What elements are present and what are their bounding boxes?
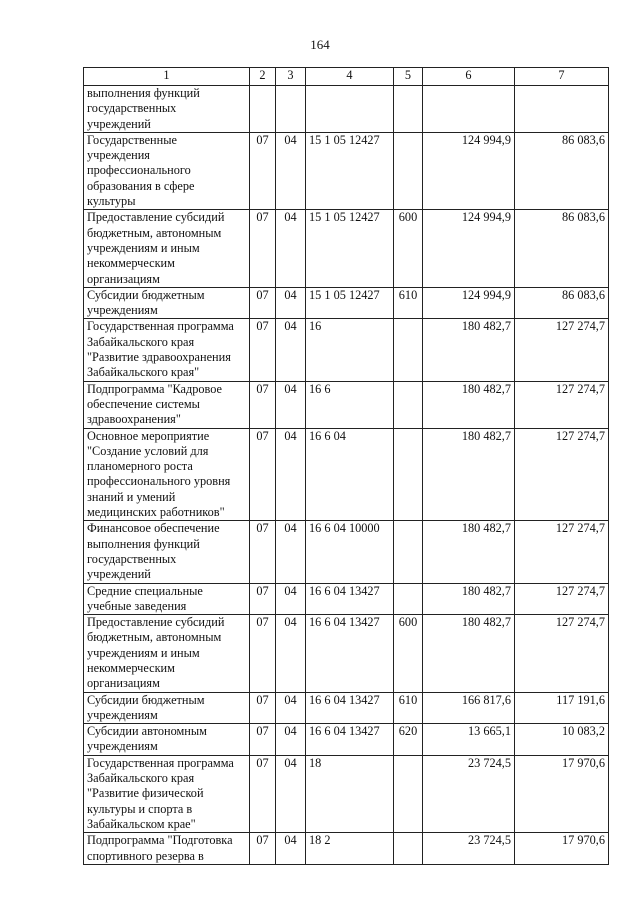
expense-type-cell <box>394 583 423 615</box>
amount-cell: 180 482,7 <box>423 428 515 521</box>
item-name-cell: Государственные учреждения профессионального образования в сфере культуры <box>84 132 250 209</box>
amount-cell: 17 970,6 <box>515 833 609 865</box>
target-article-cell: 18 2 <box>306 833 394 865</box>
subsection-code-cell: 04 <box>276 833 306 865</box>
item-name-cell: Субсидии бюджетным учреждениям <box>84 692 250 724</box>
target-article-cell: 16 <box>306 319 394 381</box>
column-header: 4 <box>306 68 394 86</box>
amount-cell: 180 482,7 <box>423 319 515 381</box>
item-name-cell: Государственная программа Забайкальского края "Развитие здравоохранения Забайкальского края" <box>84 319 250 381</box>
amount-cell: 127 274,7 <box>515 319 609 381</box>
expense-type-cell <box>394 755 423 832</box>
section-code-cell: 07 <box>250 319 276 381</box>
section-code-cell: 07 <box>250 692 276 724</box>
target-article-cell: 16 6 04 10000 <box>306 521 394 583</box>
section-code-cell: 07 <box>250 833 276 865</box>
table-row <box>84 210 609 287</box>
column-header: 2 <box>250 68 276 86</box>
table-row <box>84 583 609 615</box>
target-article-cell: 16 6 04 13427 <box>306 692 394 724</box>
amount-cell: 23 724,5 <box>423 755 515 832</box>
expense-type-cell: 620 <box>394 724 423 756</box>
amount-cell: 86 083,6 <box>515 287 609 319</box>
section-code-cell: 07 <box>250 521 276 583</box>
amount-cell: 86 083,6 <box>515 210 609 287</box>
page-number: 164 <box>310 37 330 52</box>
section-code-cell: 07 <box>250 724 276 756</box>
section-code-cell: 07 <box>250 210 276 287</box>
section-code-cell: 07 <box>250 615 276 692</box>
expense-type-cell <box>394 833 423 865</box>
amount-cell: 117 191,6 <box>515 692 609 724</box>
amount-cell: 124 994,9 <box>423 287 515 319</box>
column-header: 5 <box>394 68 423 86</box>
subsection-code-cell: 04 <box>276 692 306 724</box>
subsection-code-cell: 04 <box>276 319 306 381</box>
amount-cell: 127 274,7 <box>515 428 609 521</box>
item-name-cell: Финансовое обеспечение выполнения функций государственных учреждений <box>84 521 250 583</box>
target-article-cell: 16 6 04 13427 <box>306 615 394 692</box>
item-name-cell: выполнения функций государственных учреждений <box>84 86 250 133</box>
item-name-cell: Предоставление субсидий бюджетным, автономным учреждениям и иным некоммерческим организациям <box>84 210 250 287</box>
expense-type-cell <box>394 132 423 209</box>
subsection-code-cell: 04 <box>276 583 306 615</box>
amount-cell: 180 482,7 <box>423 583 515 615</box>
subsection-code-cell: 04 <box>276 521 306 583</box>
table-row <box>84 319 609 381</box>
item-name-cell: Государственная программа Забайкальского края "Развитие физической культуры и спорта в Забайкальском крае" <box>84 755 250 832</box>
header-row <box>84 68 609 86</box>
subsection-code-cell <box>276 86 306 133</box>
subsection-code-cell: 04 <box>276 724 306 756</box>
column-header: 7 <box>515 68 609 86</box>
expense-type-cell <box>394 428 423 521</box>
table-row <box>84 132 609 209</box>
table-row <box>84 521 609 583</box>
section-code-cell: 07 <box>250 287 276 319</box>
target-article-cell: 16 6 04 13427 <box>306 724 394 756</box>
table-row <box>84 724 609 756</box>
expense-type-cell: 600 <box>394 210 423 287</box>
expense-type-cell <box>394 521 423 583</box>
column-header: 6 <box>423 68 515 86</box>
table-row <box>84 86 609 133</box>
amount-cell: 180 482,7 <box>423 381 515 428</box>
section-code-cell: 07 <box>250 583 276 615</box>
budget-table <box>83 67 609 865</box>
amount-cell: 180 482,7 <box>423 615 515 692</box>
amount-cell: 13 665,1 <box>423 724 515 756</box>
item-name-cell: Предоставление субсидий бюджетным, автономным учреждениям и иным некоммерческим организациям <box>84 615 250 692</box>
subsection-code-cell: 04 <box>276 428 306 521</box>
expense-type-cell: 610 <box>394 287 423 319</box>
item-name-cell: Подпрограмма "Кадровое обеспечение системы здравоохранения" <box>84 381 250 428</box>
amount-cell: 127 274,7 <box>515 615 609 692</box>
table-row <box>84 755 609 832</box>
item-name-cell: Средние специальные учебные заведения <box>84 583 250 615</box>
column-header: 1 <box>84 68 250 86</box>
table-row <box>84 428 609 521</box>
subsection-code-cell: 04 <box>276 381 306 428</box>
amount-cell: 127 274,7 <box>515 521 609 583</box>
amount-cell: 127 274,7 <box>515 583 609 615</box>
expense-type-cell <box>394 86 423 133</box>
amount-cell <box>515 86 609 133</box>
table-row <box>84 381 609 428</box>
amount-cell: 17 970,6 <box>515 755 609 832</box>
table-row <box>84 833 609 865</box>
amount-cell: 10 083,2 <box>515 724 609 756</box>
item-name-cell: Основное мероприятие "Создание условий для планомерного роста профессионального уровня знаний и умений медицинских работников" <box>84 428 250 521</box>
amount-cell: 86 083,6 <box>515 132 609 209</box>
target-article-cell: 16 6 <box>306 381 394 428</box>
amount-cell: 23 724,5 <box>423 833 515 865</box>
subsection-code-cell: 04 <box>276 287 306 319</box>
subsection-code-cell: 04 <box>276 132 306 209</box>
target-article-cell: 18 <box>306 755 394 832</box>
target-article-cell: 15 1 05 12427 <box>306 132 394 209</box>
column-header: 3 <box>276 68 306 86</box>
target-article-cell: 16 6 04 13427 <box>306 583 394 615</box>
section-code-cell: 07 <box>250 428 276 521</box>
subsection-code-cell: 04 <box>276 210 306 287</box>
section-code-cell: 07 <box>250 381 276 428</box>
subsection-code-cell: 04 <box>276 755 306 832</box>
section-code-cell <box>250 86 276 133</box>
target-article-cell: 15 1 05 12427 <box>306 210 394 287</box>
item-name-cell: Субсидии бюджетным учреждениям <box>84 287 250 319</box>
table-row <box>84 615 609 692</box>
item-name-cell: Субсидии автономным учреждениям <box>84 724 250 756</box>
amount-cell: 127 274,7 <box>515 381 609 428</box>
subsection-code-cell: 04 <box>276 615 306 692</box>
amount-cell <box>423 86 515 133</box>
expense-type-cell: 600 <box>394 615 423 692</box>
expense-type-cell: 610 <box>394 692 423 724</box>
expense-type-cell <box>394 319 423 381</box>
table-row <box>84 287 609 319</box>
table-body <box>84 86 609 865</box>
item-name-cell: Подпрограмма "Подготовка спортивного резерва в <box>84 833 250 865</box>
section-code-cell: 07 <box>250 132 276 209</box>
target-article-cell <box>306 86 394 133</box>
section-code-cell: 07 <box>250 755 276 832</box>
amount-cell: 166 817,6 <box>423 692 515 724</box>
target-article-cell: 16 6 04 <box>306 428 394 521</box>
amount-cell: 124 994,9 <box>423 210 515 287</box>
expense-type-cell <box>394 381 423 428</box>
amount-cell: 124 994,9 <box>423 132 515 209</box>
amount-cell: 180 482,7 <box>423 521 515 583</box>
target-article-cell: 15 1 05 12427 <box>306 287 394 319</box>
table-row <box>84 692 609 724</box>
